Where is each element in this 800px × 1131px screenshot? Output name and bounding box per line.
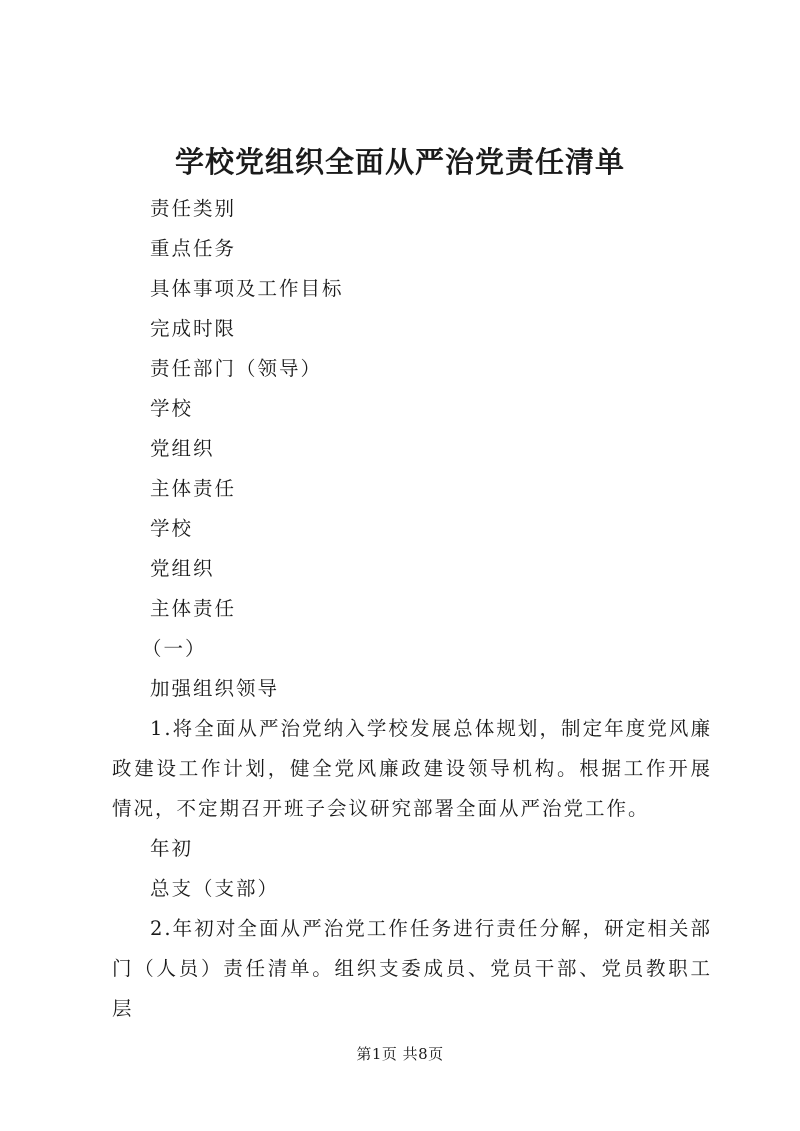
line-section-one: （一）: [142, 637, 207, 660]
line-year-start: 年初: [150, 837, 194, 860]
line-main-responsibility-1: 主体责任: [150, 477, 237, 500]
page-footer: 第1页 共8页: [356, 1045, 444, 1063]
paragraph-item-2: 2.年初对全面从严治党工作任务进行责任分解，研定相关部门（人员）责任清单。组织支委成员、党员干部、党员教职工层: [112, 917, 712, 1020]
line-party-org-1: 党组织: [150, 437, 215, 460]
line-deadline: 完成时限: [150, 317, 237, 340]
line-main-responsibility-2: 主体责任: [150, 597, 237, 620]
document-body: [112, 189, 712, 1029]
line-branch: 总支（支部）: [150, 877, 280, 900]
line-specific-items: 具体事项及工作目标: [150, 277, 344, 300]
line-school-2: 学校: [150, 517, 194, 540]
document-title: 学校党组织全面从严治党责任清单: [174, 145, 625, 179]
line-key-task: 重点任务: [150, 237, 237, 260]
line-responsibility-category: 责任类别: [150, 197, 237, 220]
line-party-org-2: 党组织: [150, 557, 215, 580]
line-responsible-dept: 责任部门（领导）: [150, 357, 323, 380]
line-strengthen-leadership: 加强组织领导: [150, 677, 280, 700]
line-school-1: 学校: [150, 397, 194, 420]
paragraph-item-1: 1.将全面从严治党纳入学校发展总体规划，制定年度党风廉政建设工作计划，健全党风廉政建设领导机构。根据工作开展情况，不定期召开班子会议研究部署全面从严治党工作。: [112, 717, 712, 820]
